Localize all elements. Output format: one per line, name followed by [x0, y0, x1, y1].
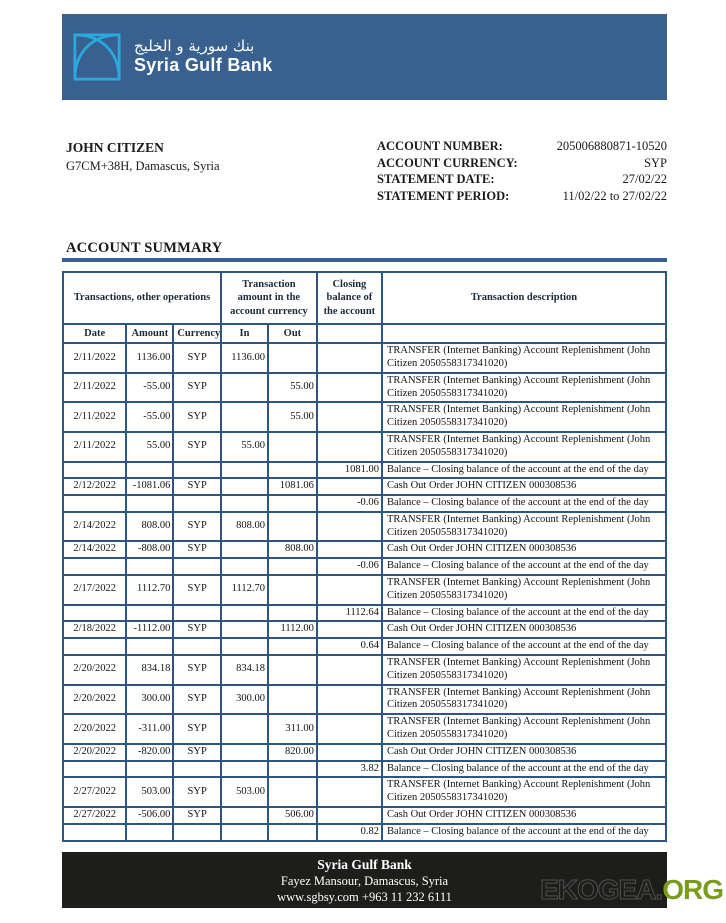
- transaction-row: [63, 432, 666, 462]
- summary-title-rule: [62, 258, 667, 262]
- cell-balance: [317, 343, 382, 373]
- col-header-description-empty: [382, 324, 666, 343]
- bank-name-block: [134, 38, 273, 76]
- cell-in: [221, 824, 268, 841]
- cell-description: TRANSFER (Internet Banking) Account Replenishment (John Citizen 2050558317341020): [382, 685, 666, 715]
- transaction-row: [63, 655, 666, 685]
- cell-description: TRANSFER (Internet Banking) Account Replenishment (John Citizen 2050558317341020): [382, 575, 666, 605]
- transaction-row: [63, 638, 666, 655]
- cell-in: [221, 541, 268, 558]
- cell-description: Balance – Closing balance of the account at the end of the day: [382, 824, 666, 841]
- cell-description: Cash Out Order JOHN CITIZEN 000308536: [382, 621, 666, 638]
- cell-date: [63, 462, 126, 479]
- cell-date: 2/11/2022: [63, 373, 126, 403]
- cell-out: [268, 432, 317, 462]
- cell-out: [268, 777, 317, 807]
- bank-name-english: Syria Gulf Bank: [134, 55, 273, 76]
- account-summary-title: ACCOUNT SUMMARY: [66, 240, 223, 256]
- cell-currency: [173, 638, 221, 655]
- cell-description: Balance – Closing balance of the account at the end of the day: [382, 558, 666, 575]
- table-sub-header-row: [63, 324, 666, 343]
- footer-contact: www.sgbsy.com +963 11 232 6111: [277, 890, 452, 904]
- cell-date: 2/18/2022: [63, 621, 126, 638]
- cell-in: [221, 714, 268, 744]
- cell-balance: -0.06: [317, 495, 382, 512]
- col-header-in: In: [221, 324, 268, 343]
- cell-currency: [173, 558, 221, 575]
- cell-amount: [126, 638, 173, 655]
- cell-out: [268, 462, 317, 479]
- cell-date: 2/11/2022: [63, 432, 126, 462]
- cell-amount: -55.00: [126, 402, 173, 432]
- customer-address: G7CM+38H, Damascus, Syria: [66, 159, 220, 173]
- cell-date: 2/20/2022: [63, 685, 126, 715]
- cell-amount: -808.00: [126, 541, 173, 558]
- cell-currency: SYP: [173, 402, 221, 432]
- cell-amount: -506.00: [126, 807, 173, 824]
- cell-description: TRANSFER (Internet Banking) Account Replenishment (John Citizen 2050558317341020): [382, 777, 666, 807]
- transaction-row: [63, 621, 666, 638]
- cell-currency: SYP: [173, 744, 221, 761]
- cell-in: [221, 605, 268, 622]
- cell-out: [268, 761, 317, 778]
- transaction-row: [63, 744, 666, 761]
- cell-balance: 1081.00: [317, 462, 382, 479]
- cell-in: [221, 621, 268, 638]
- group-header-closing-balance: Closing balance of the account: [317, 272, 382, 324]
- cell-out: [268, 343, 317, 373]
- col-header-out: Out: [268, 324, 317, 343]
- cell-currency: [173, 462, 221, 479]
- cell-balance: [317, 575, 382, 605]
- cell-date: 2/27/2022: [63, 777, 126, 807]
- cell-amount: 1136.00: [126, 343, 173, 373]
- transaction-row: [63, 541, 666, 558]
- statement-date-label: STATEMENT DATE:: [377, 172, 495, 186]
- cell-description: Cash Out Order JOHN CITIZEN 000308536: [382, 541, 666, 558]
- cell-balance: [317, 373, 382, 403]
- cell-amount: [126, 824, 173, 841]
- cell-out: [268, 655, 317, 685]
- cell-currency: [173, 761, 221, 778]
- cell-currency: SYP: [173, 685, 221, 715]
- cell-amount: 808.00: [126, 512, 173, 542]
- cell-description: TRANSFER (Internet Banking) Account Replenishment (John Citizen 2050558317341020): [382, 714, 666, 744]
- cell-amount: -1081.06: [126, 478, 173, 495]
- col-header-date: Date: [63, 324, 126, 343]
- cell-date: 2/11/2022: [63, 402, 126, 432]
- cell-amount: 1112.70: [126, 575, 173, 605]
- cell-in: 1136.00: [221, 343, 268, 373]
- account-currency-label: ACCOUNT CURRENCY:: [377, 155, 518, 170]
- cell-in: [221, 462, 268, 479]
- cell-date: 2/17/2022: [63, 575, 126, 605]
- cell-currency: [173, 605, 221, 622]
- statement-period-row: [377, 188, 667, 205]
- cell-currency: SYP: [173, 478, 221, 495]
- cell-in: [221, 495, 268, 512]
- group-header-operations: Transactions, other operations: [63, 272, 221, 324]
- cell-currency: SYP: [173, 343, 221, 373]
- statement-date-row: [377, 171, 667, 188]
- cell-in: [221, 558, 268, 575]
- cell-balance: [317, 777, 382, 807]
- cell-in: [221, 744, 268, 761]
- watermark-outline-text: EKOGEA.: [540, 874, 663, 905]
- cell-out: 808.00: [268, 541, 317, 558]
- cell-description: Cash Out Order JOHN CITIZEN 000308536: [382, 744, 666, 761]
- cell-in: 300.00: [221, 685, 268, 715]
- transaction-row: [63, 478, 666, 495]
- cell-in: [221, 478, 268, 495]
- cell-currency: [173, 824, 221, 841]
- customer-block: [66, 138, 220, 204]
- cell-amount: -820.00: [126, 744, 173, 761]
- bank-name-arabic: بنك سورية و الخليج: [134, 37, 255, 56]
- cell-description: Cash Out Order JOHN CITIZEN 000308536: [382, 478, 666, 495]
- cell-balance: [317, 621, 382, 638]
- cell-out: [268, 605, 317, 622]
- cell-in: 1112.70: [221, 575, 268, 605]
- cell-currency: SYP: [173, 575, 221, 605]
- bank-header-banner: [62, 14, 667, 100]
- cell-in: [221, 373, 268, 403]
- account-number-row: [377, 138, 667, 155]
- account-currency-row: [377, 155, 667, 172]
- cell-balance: [317, 714, 382, 744]
- statement-date-value: 27/02/22: [622, 172, 667, 186]
- watermark: [540, 874, 723, 906]
- cell-description: TRANSFER (Internet Banking) Account Replenishment (John Citizen 2050558317341020): [382, 373, 666, 403]
- transaction-row: [63, 807, 666, 824]
- cell-currency: SYP: [173, 512, 221, 542]
- cell-balance: [317, 807, 382, 824]
- cell-currency: [173, 495, 221, 512]
- cell-out: 1081.06: [268, 478, 317, 495]
- cell-in: 503.00: [221, 777, 268, 807]
- cell-date: [63, 761, 126, 778]
- cell-out: 506.00: [268, 807, 317, 824]
- cell-date: [63, 638, 126, 655]
- cell-in: 808.00: [221, 512, 268, 542]
- transaction-row: [63, 373, 666, 403]
- cell-in: [221, 761, 268, 778]
- transaction-row: [63, 495, 666, 512]
- cell-currency: SYP: [173, 621, 221, 638]
- cell-description: TRANSFER (Internet Banking) Account Replenishment (John Citizen 2050558317341020): [382, 512, 666, 542]
- account-number-label: ACCOUNT NUMBER:: [377, 139, 503, 153]
- cell-amount: [126, 495, 173, 512]
- cell-amount: [126, 605, 173, 622]
- cell-amount: [126, 558, 173, 575]
- cell-balance: 0.82: [317, 824, 382, 841]
- cell-amount: -1112.00: [126, 621, 173, 638]
- cell-amount: 834.18: [126, 655, 173, 685]
- cell-description: TRANSFER (Internet Banking) Account Replenishment (John Citizen 2050558317341020): [382, 402, 666, 432]
- cell-description: Balance – Closing balance of the account at the end of the day: [382, 462, 666, 479]
- transaction-row: [63, 714, 666, 744]
- group-header-amount-currency: Transaction amount in the account currency: [221, 272, 317, 324]
- cell-date: 2/27/2022: [63, 807, 126, 824]
- cell-description: TRANSFER (Internet Banking) Account Replenishment (John Citizen 2050558317341020): [382, 432, 666, 462]
- cell-description: Balance – Closing balance of the account at the end of the day: [382, 605, 666, 622]
- cell-date: [63, 558, 126, 575]
- cell-balance: 3.82: [317, 761, 382, 778]
- transaction-row: [63, 824, 666, 841]
- col-header-currency: Currency: [173, 324, 221, 343]
- cell-currency: SYP: [173, 807, 221, 824]
- group-header-description: Transaction description: [382, 272, 666, 324]
- account-currency-value: SYP: [644, 155, 667, 170]
- transaction-row: [63, 685, 666, 715]
- cell-balance: [317, 432, 382, 462]
- cell-date: 2/20/2022: [63, 655, 126, 685]
- cell-in: [221, 638, 268, 655]
- col-header-closing-empty: [317, 324, 382, 343]
- cell-out: [268, 638, 317, 655]
- cell-out: [268, 512, 317, 542]
- cell-out: 820.00: [268, 744, 317, 761]
- cell-in: [221, 807, 268, 824]
- cell-description: Balance – Closing balance of the account at the end of the day: [382, 495, 666, 512]
- customer-name: JOHN CITIZEN: [66, 140, 164, 155]
- cell-date: [63, 824, 126, 841]
- cell-balance: [317, 685, 382, 715]
- cell-balance: 0.64: [317, 638, 382, 655]
- transaction-row: [63, 343, 666, 373]
- cell-currency: SYP: [173, 432, 221, 462]
- cell-out: 311.00: [268, 714, 317, 744]
- cell-currency: SYP: [173, 655, 221, 685]
- transaction-row: [63, 777, 666, 807]
- col-header-amount: Amount: [126, 324, 173, 343]
- footer-bank-name: Syria Gulf Bank: [317, 857, 412, 872]
- cell-amount: -55.00: [126, 373, 173, 403]
- cell-amount: 503.00: [126, 777, 173, 807]
- transactions-table: [62, 271, 667, 842]
- cell-balance: [317, 744, 382, 761]
- cell-in: [221, 402, 268, 432]
- statement-period-label: STATEMENT PERIOD:: [377, 188, 510, 203]
- transaction-row: [63, 512, 666, 542]
- cell-balance: [317, 541, 382, 558]
- cell-out: [268, 685, 317, 715]
- cell-description: Balance – Closing balance of the account at the end of the day: [382, 638, 666, 655]
- account-info-block: [377, 138, 667, 204]
- cell-out: [268, 495, 317, 512]
- cell-balance: [317, 655, 382, 685]
- cell-description: Cash Out Order JOHN CITIZEN 000308536: [382, 807, 666, 824]
- transaction-row: [63, 402, 666, 432]
- cell-out: 55.00: [268, 402, 317, 432]
- cell-out: 1112.00: [268, 621, 317, 638]
- bank-logo-icon: [73, 33, 121, 81]
- cell-currency: SYP: [173, 714, 221, 744]
- transaction-row: [63, 605, 666, 622]
- transactions-table-body: [63, 343, 666, 841]
- cell-amount: -311.00: [126, 714, 173, 744]
- cell-date: 2/14/2022: [63, 541, 126, 558]
- cell-amount: [126, 761, 173, 778]
- statement-info-section: [66, 138, 667, 204]
- cell-out: [268, 824, 317, 841]
- transaction-row: [63, 761, 666, 778]
- cell-date: 2/20/2022: [63, 714, 126, 744]
- cell-date: [63, 605, 126, 622]
- account-number-value: 205006880871-10520: [556, 139, 667, 153]
- watermark-solid-text: ORG: [662, 874, 723, 905]
- cell-balance: [317, 512, 382, 542]
- footer-address: Fayez Mansour, Damascus, Syria: [280, 874, 449, 888]
- cell-out: [268, 558, 317, 575]
- cell-date: [63, 495, 126, 512]
- cell-amount: 300.00: [126, 685, 173, 715]
- table-group-header-row: [63, 272, 666, 324]
- cell-balance: [317, 402, 382, 432]
- cell-out: 55.00: [268, 373, 317, 403]
- statement-period-value: 11/02/22 to 27/02/22: [562, 188, 667, 203]
- transaction-row: [63, 462, 666, 479]
- cell-balance: 1112.64: [317, 605, 382, 622]
- cell-balance: [317, 478, 382, 495]
- cell-date: 2/12/2022: [63, 478, 126, 495]
- cell-date: 2/11/2022: [63, 343, 126, 373]
- transaction-row: [63, 575, 666, 605]
- cell-amount: [126, 462, 173, 479]
- cell-date: 2/14/2022: [63, 512, 126, 542]
- cell-date: 2/20/2022: [63, 744, 126, 761]
- cell-currency: SYP: [173, 373, 221, 403]
- cell-in: 834.18: [221, 655, 268, 685]
- cell-in: 55.00: [221, 432, 268, 462]
- cell-description: TRANSFER (Internet Banking) Account Replenishment (John Citizen 2050558317341020): [382, 343, 666, 373]
- transaction-row: [63, 558, 666, 575]
- cell-balance: -0.06: [317, 558, 382, 575]
- cell-currency: SYP: [173, 541, 221, 558]
- cell-currency: SYP: [173, 777, 221, 807]
- cell-out: [268, 575, 317, 605]
- cell-amount: 55.00: [126, 432, 173, 462]
- cell-description: TRANSFER (Internet Banking) Account Replenishment (John Citizen 2050558317341020): [382, 655, 666, 685]
- cell-description: Balance – Closing balance of the account at the end of the day: [382, 761, 666, 778]
